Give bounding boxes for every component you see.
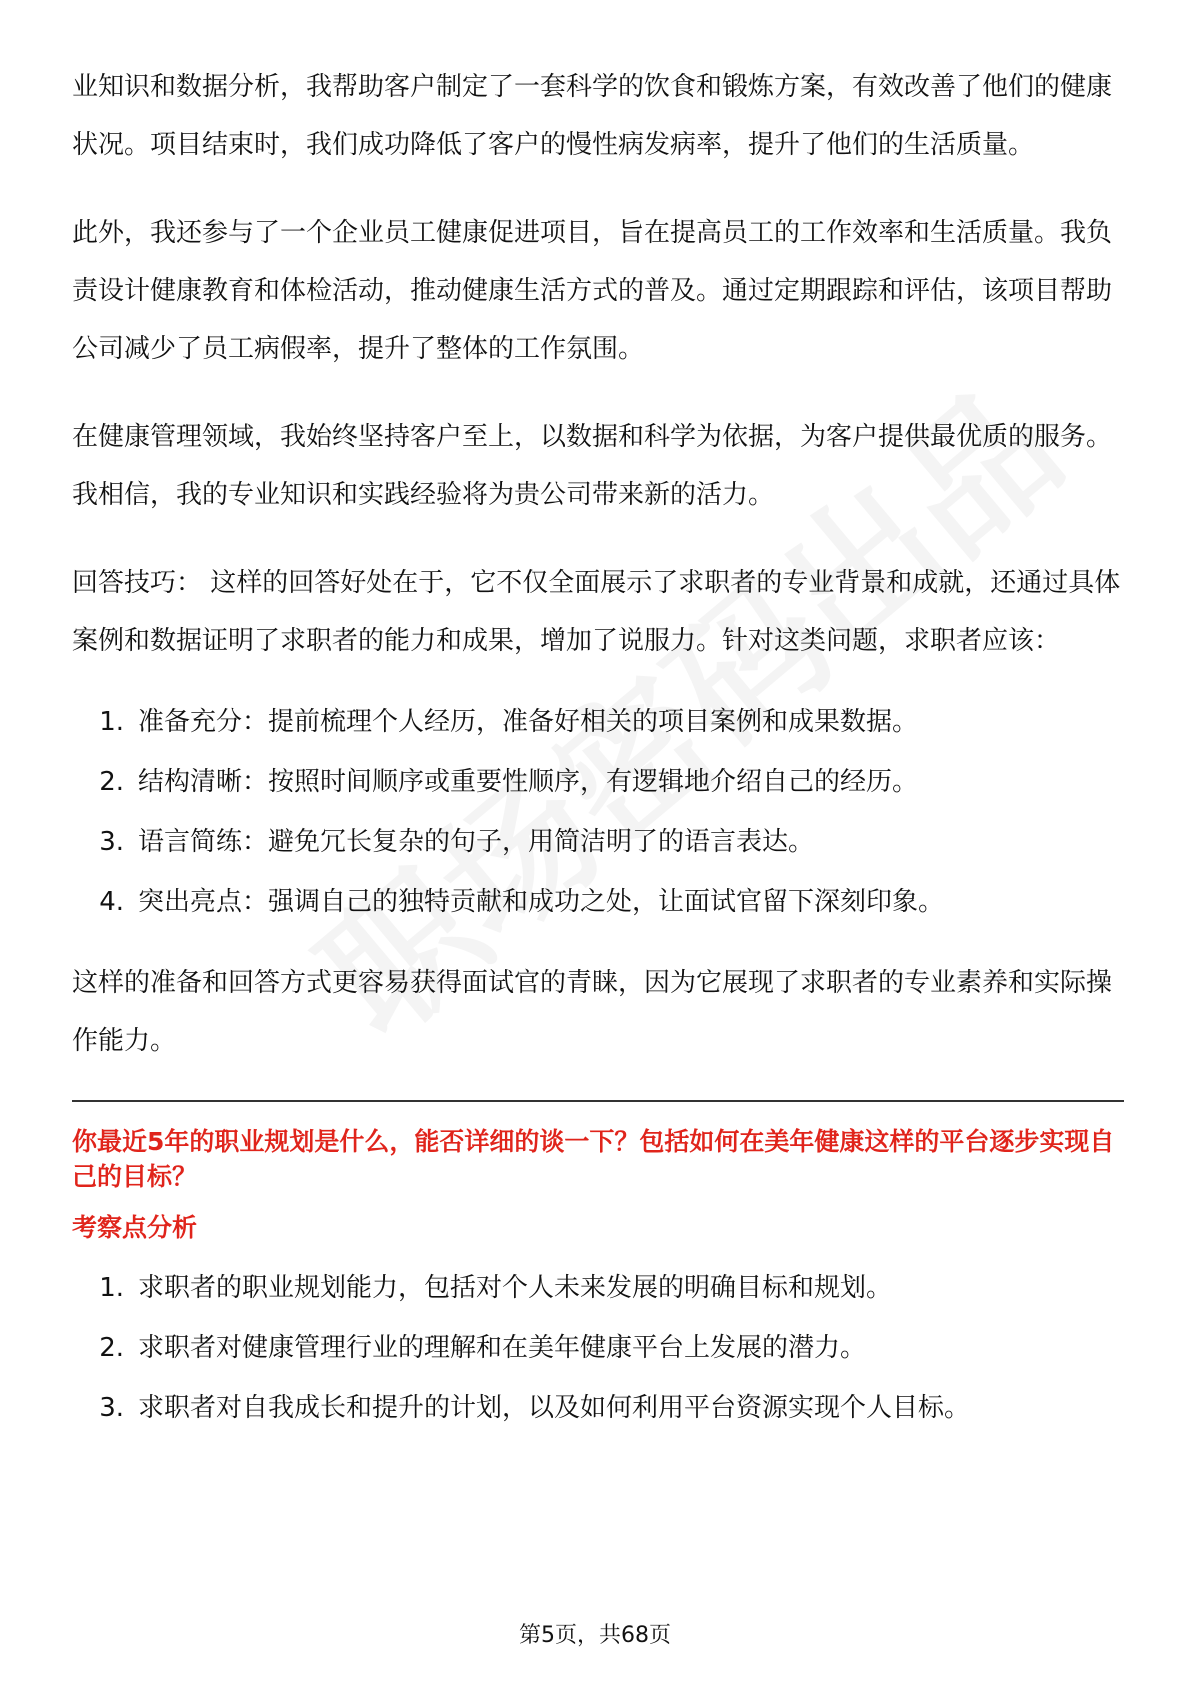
section-divider	[72, 1100, 1124, 1102]
interview-question: 你最近5年的职业规划是什么，能否详细的谈一下？包括如何在美年健康这样的平台逐步实现自己的目标？	[72, 1127, 1115, 1191]
document-body	[72, 58, 1124, 1460]
list-item	[72, 752, 1124, 812]
list-item	[72, 1378, 1124, 1438]
list-number: 2.	[99, 767, 124, 797]
list-number: 3.	[99, 1393, 124, 1423]
list-item	[72, 1318, 1124, 1378]
list-text: 求职者的职业规划能力，包括对个人未来发展的明确目标和规划。	[138, 1273, 893, 1303]
list-number: 3.	[99, 827, 124, 857]
paragraph-closing: 这样的准备和回答方式更容易获得面试官的青睐，因为它展现了求职者的专业素养和实际操作能力。	[72, 968, 1113, 1056]
list-number: 2.	[99, 1333, 124, 1363]
list-item	[72, 872, 1124, 932]
list-item	[72, 1258, 1124, 1318]
analysis-list	[72, 1258, 1124, 1438]
list-text: 准备充分：提前梳理个人经历，准备好相关的项目案例和成果数据。	[138, 707, 919, 737]
list-text: 突出亮点：强调自己的独特贡献和成功之处，让面试官留下深刻印象。	[138, 887, 945, 917]
list-item	[72, 812, 1124, 872]
paragraph-client-first: 在健康管理领域，我始终坚持客户至上，以数据和科学为依据，为客户提供最优质的服务。我相信，我的专业知识和实践经验将为贵公司带来新的活力。	[72, 422, 1113, 510]
tips-list	[72, 692, 1124, 932]
list-text: 语言简练：避免冗长复杂的句子，用简洁明了的语言表达。	[138, 827, 815, 857]
list-number: 4.	[99, 887, 124, 917]
paragraph-project-outcome: 业知识和数据分析，我帮助客户制定了一套科学的饮食和锻炼方案，有效改善了他们的健康状况。项目结束时，我们成功降低了客户的慢性病发病率，提升了他们的生活质量。	[72, 72, 1113, 160]
list-text: 求职者对自我成长和提升的计划，以及如何利用平台资源实现个人目标。	[138, 1393, 971, 1423]
paragraph-answer-tips: 回答技巧： 这样的回答好处在于，它不仅全面展示了求职者的专业背景和成就，还通过具体案例和数据证明了求职者的能力和成果，增加了说服力。针对这类问题，求职者应该：	[72, 568, 1121, 656]
list-number: 1.	[99, 1273, 124, 1303]
paragraph-employee-health-project: 此外，我还参与了一个企业员工健康促进项目，旨在提高员工的工作效率和生活质量。我负责设计健康教育和体检活动，推动健康生活方式的普及。通过定期跟踪和评估，该项目帮助公司减少了员工病假率，提升了整体的工作氛围。	[72, 218, 1113, 364]
list-text: 结构清晰：按照时间顺序或重要性顺序，有逻辑地介绍自己的经历。	[138, 767, 919, 797]
list-item	[72, 692, 1124, 752]
list-number: 1.	[99, 707, 124, 737]
page-number: 第5页，共68页	[519, 1623, 671, 1648]
list-text: 求职者对健康管理行业的理解和在美年健康平台上发展的潜力。	[138, 1333, 867, 1363]
analysis-title: 考察点分析	[72, 1213, 198, 1242]
